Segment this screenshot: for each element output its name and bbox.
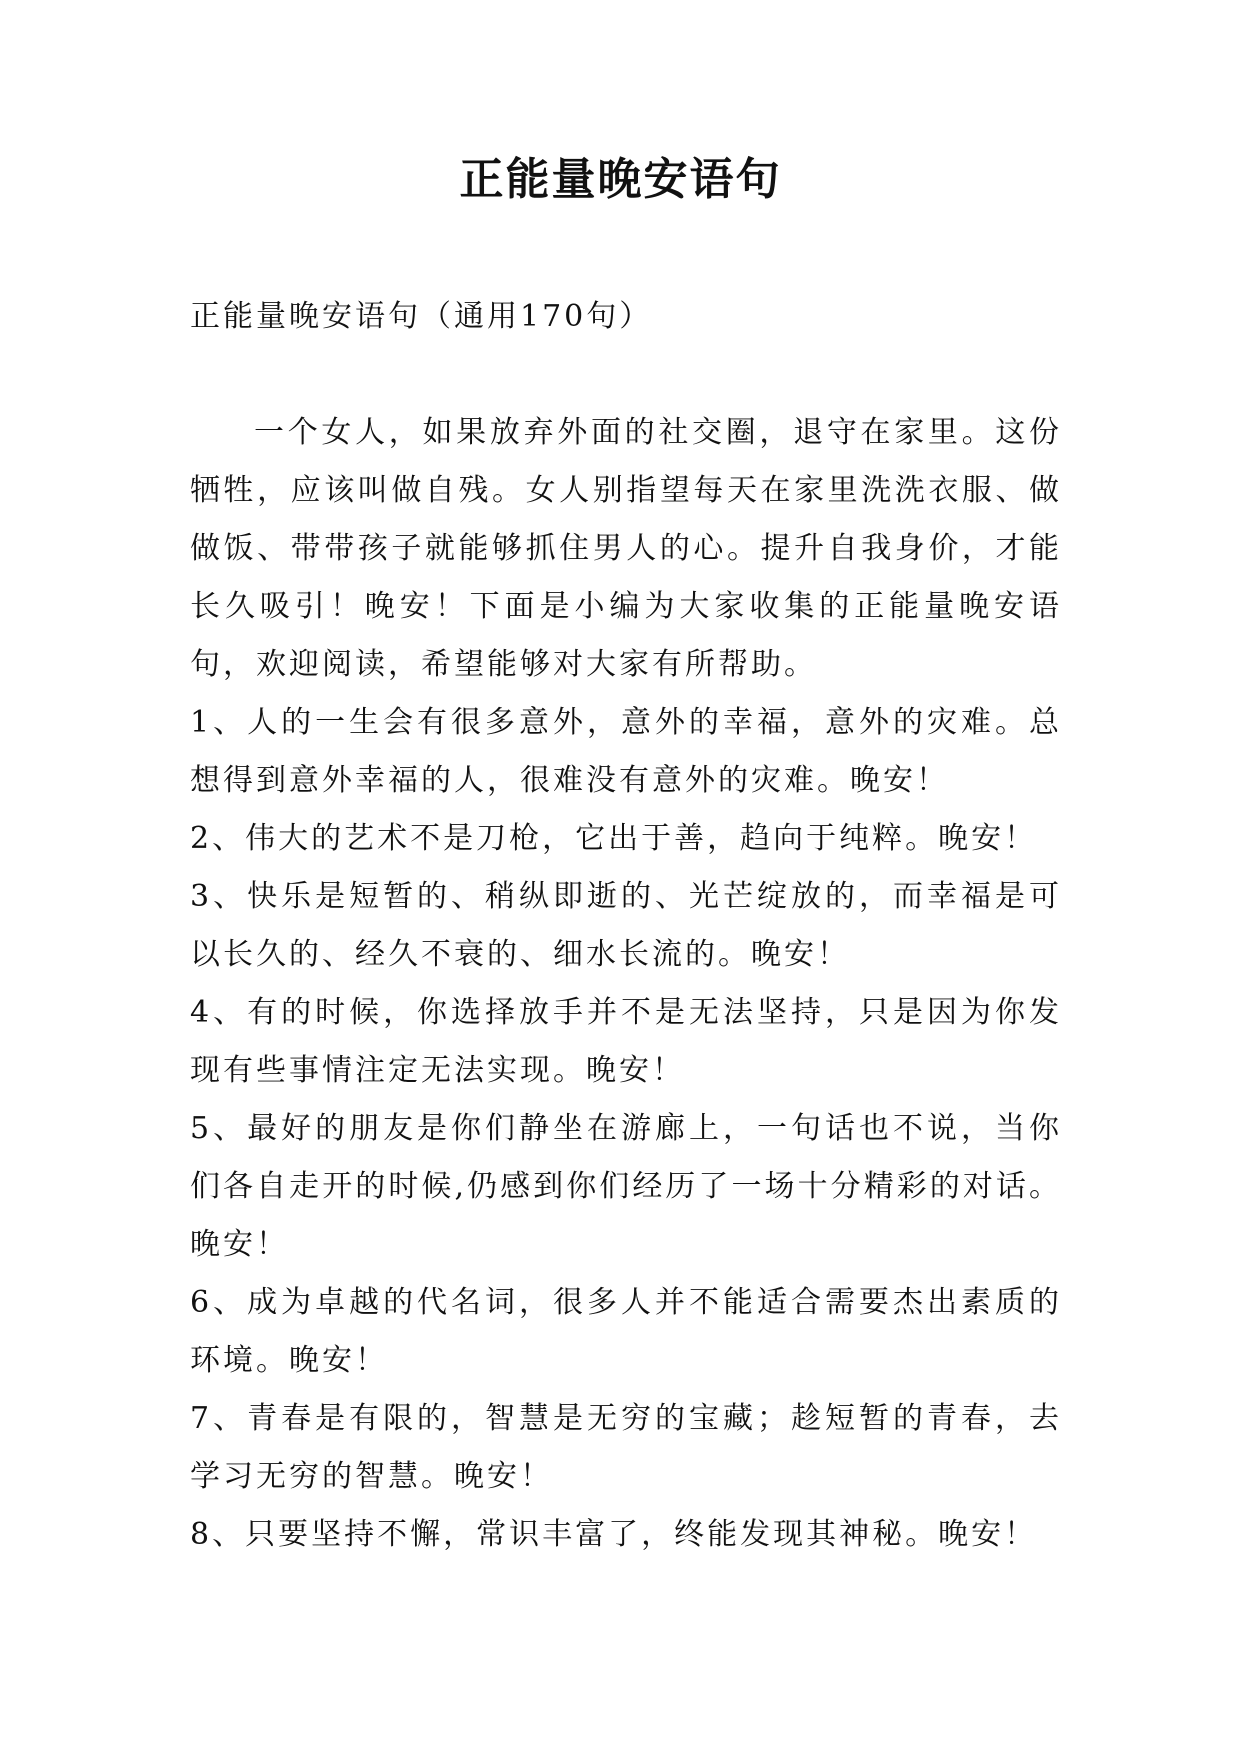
list-item: 1、人的一生会有很多意外，意外的幸福，意外的灾难。总想得到意外幸福的人，很难没有意外的灾难。晚安！: [190, 705, 1062, 798]
document-body: [190, 288, 1062, 1564]
quote-list: [190, 694, 1062, 1564]
document-subtitle: 正能量晚安语句（通用170句）: [190, 299, 653, 334]
list-item: 5、最好的朋友是你们静坐在游廊上，一句话也不说，当你们各自走开的时候,仍感到你们经历了一场十分精彩的对话。晚安！: [190, 1111, 1062, 1262]
list-item: 3、快乐是短暂的、稍纵即逝的、光芒绽放的，而幸福是可以长久的、经久不衰的、细水长流的。晚安！: [190, 879, 1062, 972]
list-item: 2、伟大的艺术不是刀枪，它出于善，趋向于纯粹。晚安！: [190, 821, 1038, 856]
intro-paragraph: 一个女人，如果放弃外面的社交圈，退守在家里。这份牺牲，应该叫做自残。女人别指望每天在家里洗洗衣服、做做饭、带带孩子就能够抓住男人的心。提升自我身价，才能长久吸引！晚安！下面是小编为大家收集的正能量晚安语句，欢迎阅读，希望能够对大家有所帮助。: [190, 415, 1062, 682]
list-item: 7、青春是有限的，智慧是无穷的宝藏；趁短暂的青春，去学习无穷的智慧。晚安！: [190, 1401, 1062, 1494]
list-item: 4、有的时候，你选择放手并不是无法坚持，只是因为你发现有些事情注定无法实现。晚安！: [190, 995, 1062, 1088]
list-item: 8、只要坚持不懈，常识丰富了，终能发现其神秘。晚安！: [190, 1517, 1038, 1552]
document-title: 正能量晚安语句: [459, 154, 782, 205]
list-item: 6、成为卓越的代名词，很多人并不能适合需要杰出素质的环境。晚安！: [190, 1285, 1062, 1378]
